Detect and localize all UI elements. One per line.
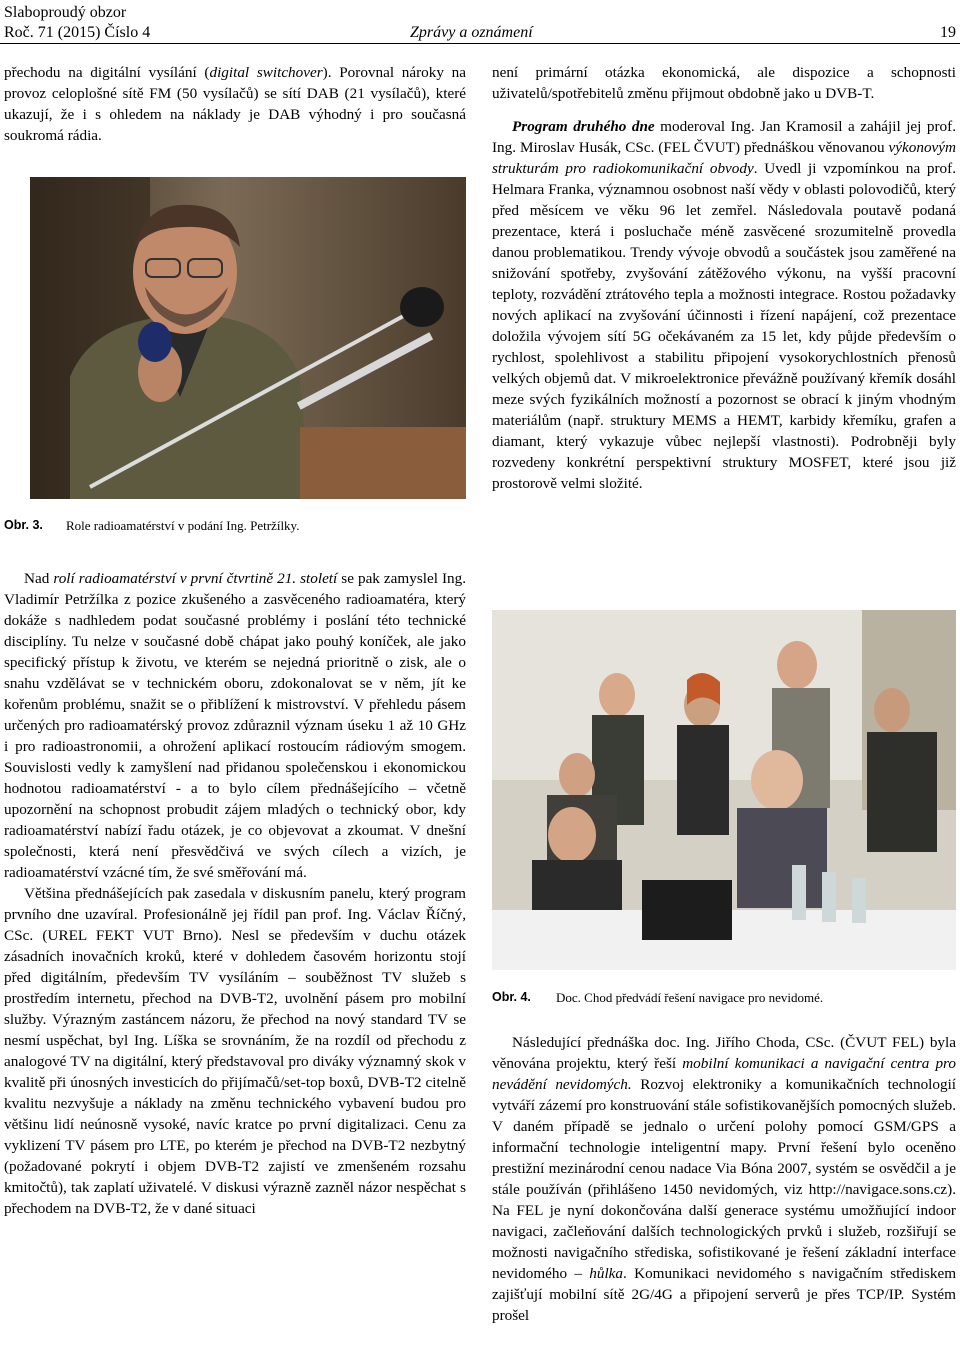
left-column-body (4, 568, 466, 1371)
running-header (0, 0, 960, 44)
caption-text: Doc. Chod předvádí řešení navigace pro nevidomé. (556, 990, 824, 1005)
paragraph: Většina přednášejících pak zasedala v diskusním panelu, který program prvního dne uzavíral. Profesionálně jej řídil pan prof. Ing. Václav Říčný, CSc. (UREL FEKT VUT Brno). Nesl se především v duchu otázek zásadních inovačních kroků, které v dohledem časovém horizontu stojí před digitálním, především TV vysíláním – souběžnost TV služeb s prostředím internetu, přechod na DVB-T2, uvolnění pásem pro mobilní služby. Výrazným zastáncem názoru, že přechod na nový standard TV se nesmí uspěchat, byl Ing. Líška se srovnáním, že na rozdíl od přechodu z analogové TV na digitální, který představoval pro diváky významný skok v kvalitě při únosných investicích do přijímačů/set-top boxů, DVB-T2 citelně kvalitu nezvyšuje a náklady na změnu technického vybavení budou pro většinu lidí neúnosně vysoké, navíc kratce po první digitalizaci. Cenu za vyklizení TV pásem pro LTE, po kterém je přechod na DVB-T2 nezbytný (požadované pokrytí i objem DVB-T2 zajistí ve zmenšeném rozsahu kmitočtů), tak zaplatí uživatelé. V diskusi výrazně zazněl názor nespěchat s přechodem na DVB-T2, že v dané situaci (4, 885, 466, 1217)
left-column-top (4, 62, 466, 146)
paragraph: Program druhého dne moderoval Ing. Jan Kramosil a zahájil jej prof. Ing. Miroslav Husák, CSc. (FEL ČVUT) přednáškou věnovanou výkonovým strukturám pro radiokomunikační obvody. Uvedl ji vzpomínkou na prof. Helmara Franka, významnou osobnost naší vědy v oblasti polovodičů, který před měsícem ve věku 96 let zemřel. Následovala poutavě podaná prezentace, která i posluchače méně zasvěcené srozumitelně provedla danou problematikou. Trendy vývoje obvodů a součástek jsou zaměřené na snižování spotřeby, zvyšování zátěžového výkonu, na vyšší pracovní teploty, rozvádění ztrátového tepla a možnosti integrace. Rostou požadavky nových aplikací na zvyšování účinnosti i řízení napájení, což prezentace doložila vývojem sítí 5G očekávaném za 15 let, kdy půjde především o rychlost, spolehlivost a stabilitu připojení vysokorychlostních přenosů velkých objemů dat. V mikroelektronice převážně používaný křemík dosáhl meze svých fyzikálních možností a pozornost se obrací k jiným vhodným materiálům (např. struktury MEMS a HEMT, karbidy křemíku, grafen a diamant, který vykazuje vůbec nejlepší vlastnosti). Podrobněji byly rozvedeny konkrétní perspektivní struktury MOSFET, které jsou již prostorově velmi složité. (492, 118, 957, 492)
journal-volume: Roč. 71 (2015) Číslo 4 (4, 24, 151, 41)
figure-4-photo (492, 610, 956, 970)
navigation-demo-photo-illustration (492, 610, 956, 970)
section-title: Zprávy a oznámení (410, 24, 533, 41)
right-column-bottom (492, 1032, 956, 1371)
figure-4-caption (492, 990, 824, 1005)
figure-label: Obr. 3. (4, 518, 43, 532)
figure-3-photo (30, 177, 466, 499)
page-number: 19 (940, 24, 956, 41)
journal-name: Slaboproudý obzor (4, 4, 127, 21)
paragraph: Nad rolí radioamatérství v první čtvrtině 21. století se pak zamyslel Ing. Vladimír Petržílka z pozice zkušeného a zasvěceného radioamatéra, který dokáže s nadhledem podat současné problémy i poslání této technické disciplíny. Tu nelze v současné době chápat jako pouhý koníček, ale jako specifický přístup k životu, ve kterém se nejedná prioritně o zisk, ale o snahu vzdělávat se v technickém oboru, zdokonalovat se v něm, jít ke kořenům problému, snažit se o přiblížení k mistrovství. V přehledu pásem určených pro radioamatérský provoz zdůraznil význam úseku 1 až 10 GHz i pro radioastronomii, a ohrožení aplikací rostoucím rádiovým smogem. Souvislosti vedly k zamyšlení nad přidanou společenskou i ekonomickou hodnotou radioamatérství - a to bylo cílem přednášejícího – včetně upozornění na schopnost probudit zájem mladých o technický obor, kdy radioamatérství nabízí řadu otázek, je co objevovat a zkoumat. V dnešní společnosti, která není přesvědčivá ve svých cílech a vizích, je radioamatérství vzácné tím, že své směřování má. (4, 570, 466, 881)
header-rule (0, 43, 960, 44)
paragraph: přechodu na digitální vysílání (digital switchover). Porovnal nároky na provoz celoplošné sítě FM (50 vysílačů) se sítí DAB (21 vysílačů), které ukazují, že i s ohledem na náklady je DAB výhodný i pro současná soukromá rádia. (4, 64, 466, 144)
figure-3-caption (4, 518, 300, 533)
caption-text: Role radioamatérství v podání Ing. Petržílky. (66, 518, 300, 533)
figure-label: Obr. 4. (492, 990, 531, 1004)
right-column-top (492, 62, 956, 494)
speaker-photo-illustration (30, 177, 466, 499)
paragraph: není primární otázka ekonomická, ale dispozice a schopnosti uživatelů/spotřebitelů změnu přijmout obdobně jako u DVB-T. (492, 64, 956, 102)
paragraph: Následující přednáška doc. Ing. Jiřího Choda, CSc. (ČVUT FEL) byla věnována projektu, který řeší mobilní komunikaci a navigační centra pro nevádění nevidomých. Rozvoj elektroniky a komunikačních technologií vytváří zázemí pro konstruování stále sofistikovanějších pomocných služeb. V daném případě se jednalo o určení polohy pomocí GSM/GPS a informační technologie inteligentní mapy. První řešení bylo oceněno prestižní mezinárodní cenou nadace Via Bóna 2007, systém se osvědčil a je stále používán (přihlášeno 1450 nevidomých, viz http://navigace.sons.cz). Na FEL je nyní dokončována další generace systému umožňující indoor navigaci, začleňování dalších technologických prvků i služeb, rozšiřují se možnosti navigačního střediska, sofistikované je řešení základní interface nevidomého – hůlka. Komunikaci nevidomého s navigačním střediskem zajišťují mobilní sítě 2G/4G a připojení serverů je přes TCP/IP. Systém prošel (492, 1034, 956, 1324)
